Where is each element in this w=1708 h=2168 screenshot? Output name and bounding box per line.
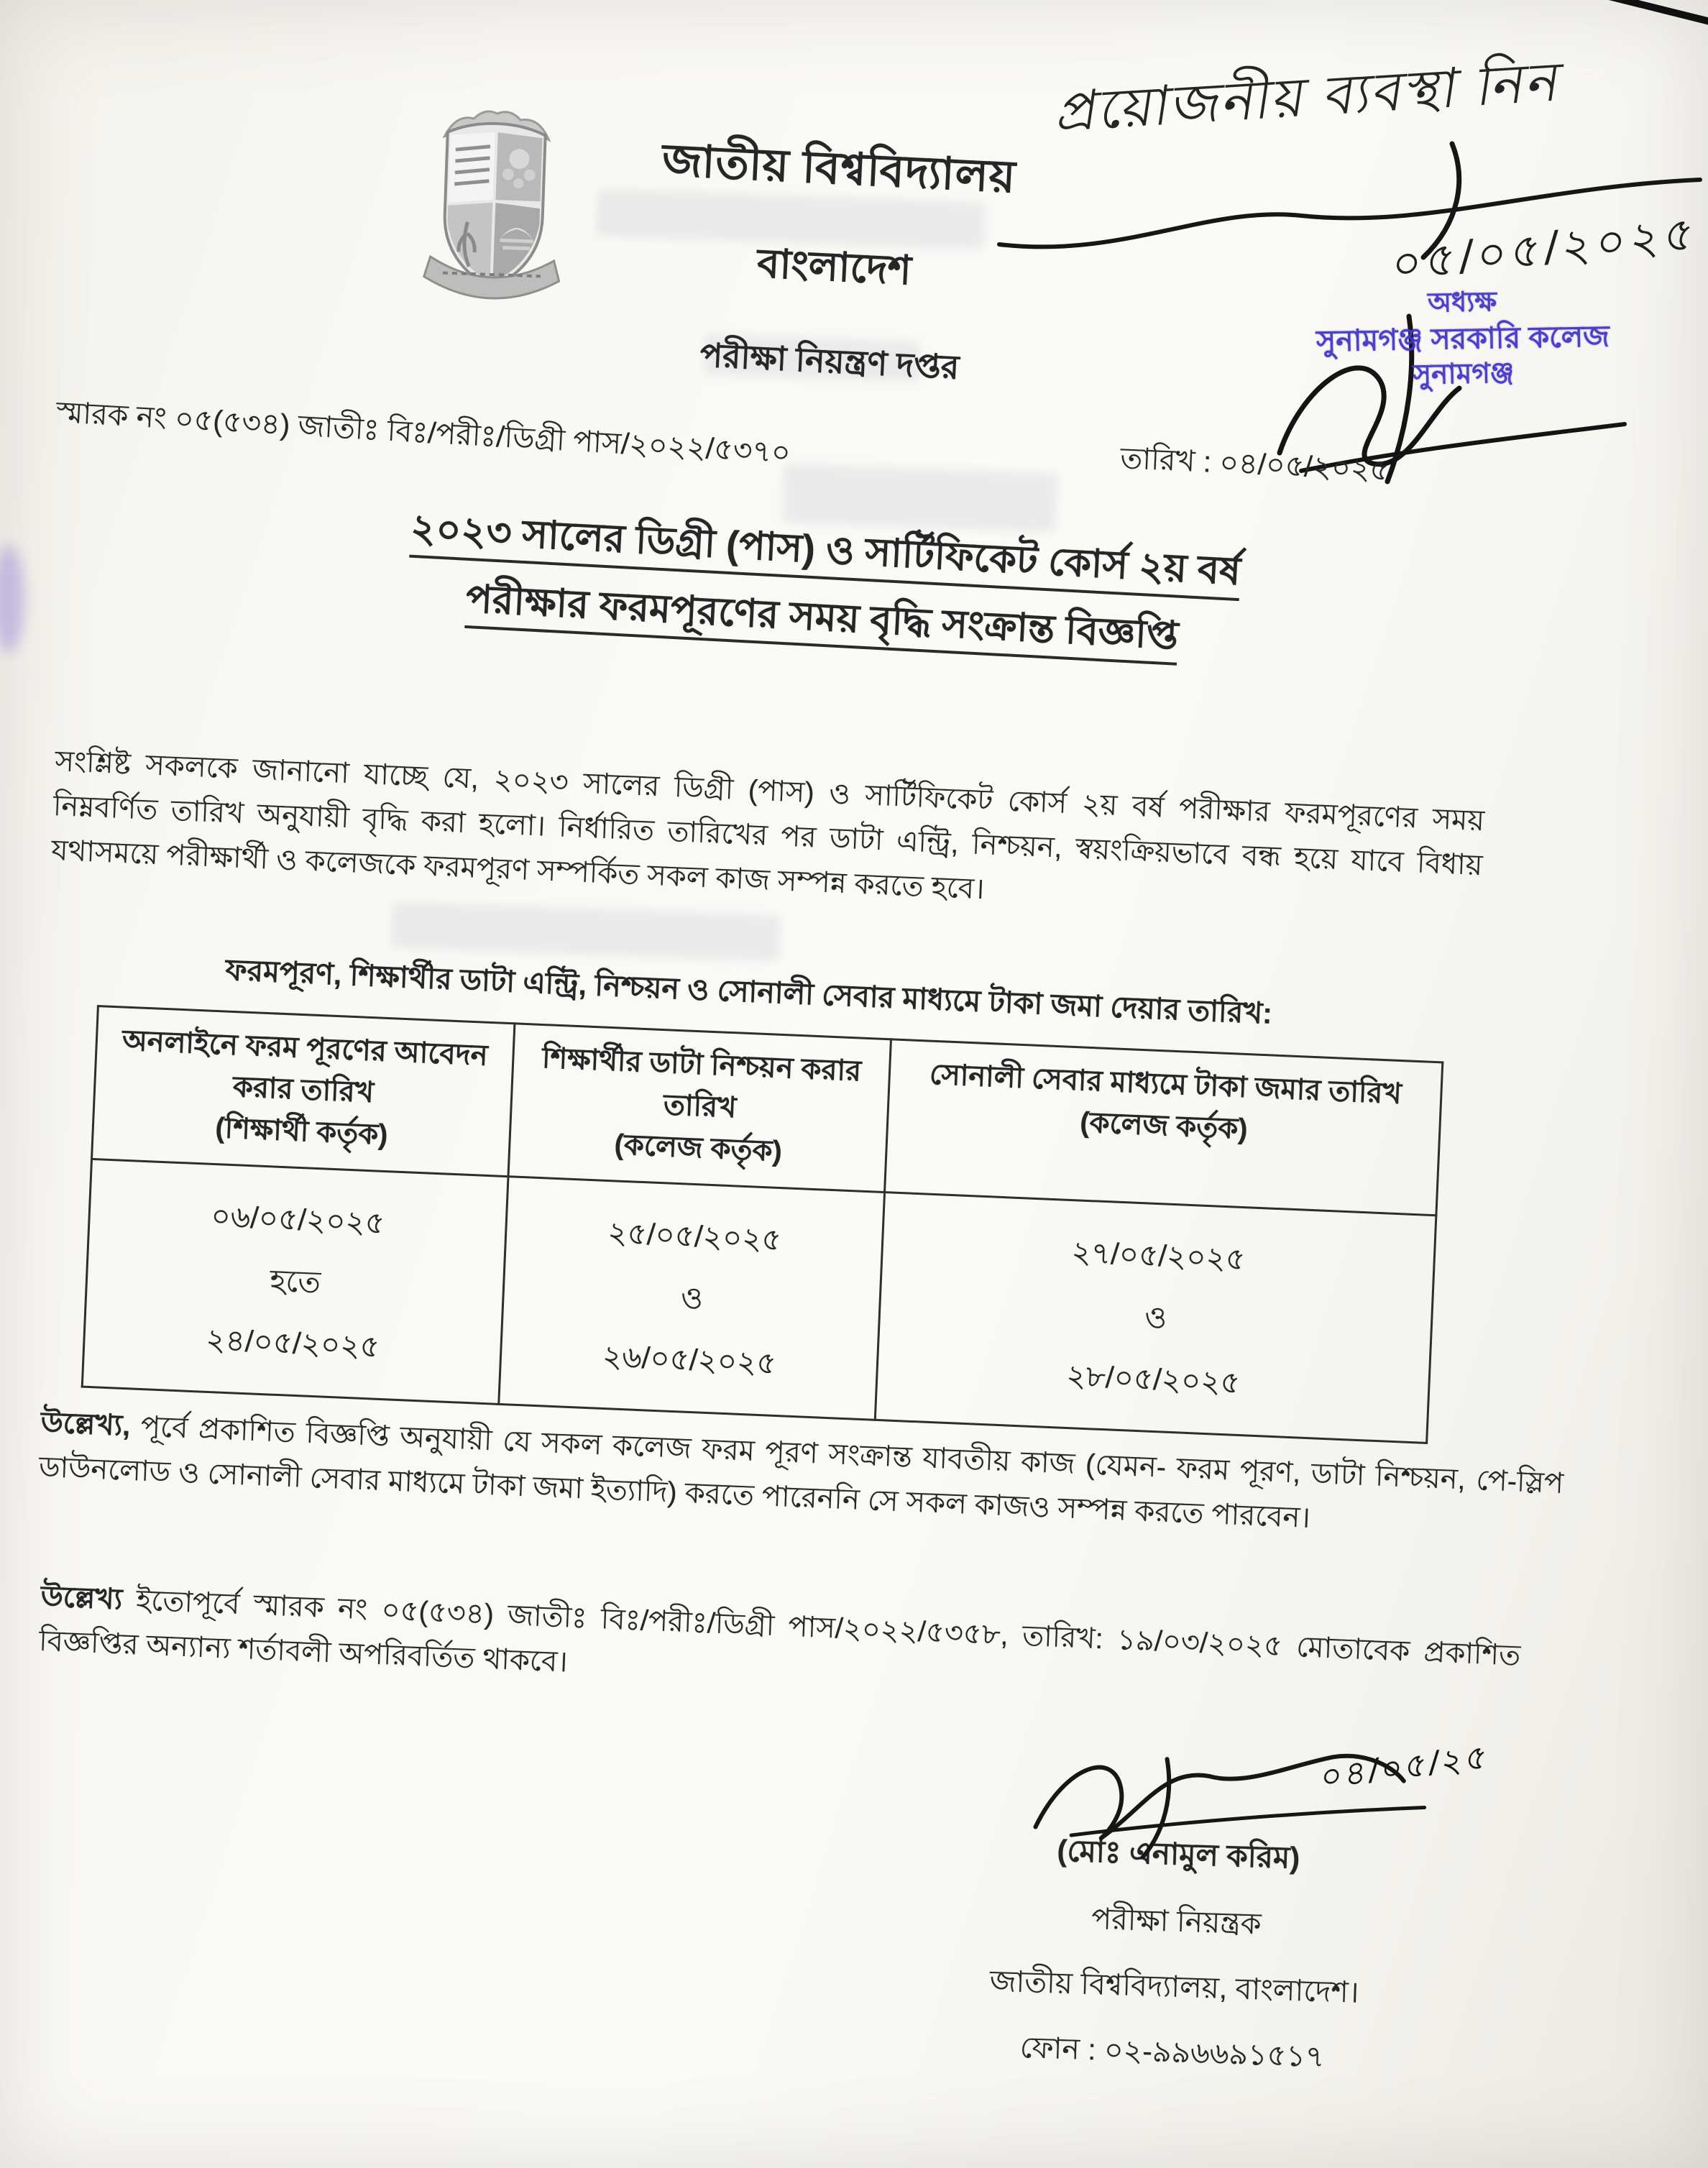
scan-edge-streak [1566,0,1708,34]
date-value: ২৬/০৫/২০২৫ [602,1339,777,1381]
date-connector: হতে [269,1263,321,1300]
handwritten-date: ০৫/০৫/২০২৫ [1391,206,1699,291]
notice-title-line1: ২০২৩ সালের ডিগ্রী (পাস) ও সার্টিফিকেট কোর্স ২য় বর্ষ [178,497,1473,613]
bleed-through-mark [783,464,1058,532]
note-lead: উল্লেখ্য [40,1580,124,1616]
bleed-through-mark [391,902,781,962]
header-by: (শিক্ষার্থী কর্তৃক) [214,1112,389,1152]
cell-sonali-payment-dates [876,1193,1436,1443]
date-value: ২৫/০৫/২০২৫ [607,1216,782,1257]
ink-smudge [0,545,24,653]
date-value: ২৪/০৫/২০২৫ [205,1322,380,1364]
note-paragraph-2 [38,1574,1521,1723]
header-sonali-payment-date [885,1039,1443,1216]
signature-block [876,1722,1491,2105]
header-by: (কলেজ কর্তৃক) [613,1129,783,1168]
controller-signature [883,1722,1491,1873]
header-data-confirm-date [508,1024,891,1193]
notice-title-line2: পরীক্ষার ফরমপূরণের সময় বৃদ্ধি সংক্রান্ত বিজ্ঞপ্তি [175,564,1469,681]
notice-title [173,497,1472,699]
note-rest: ইতোপূর্বে স্মারক নং ০৫(৫৩৪) জাতীঃ বিঃ/পরীঃ/ডিগ্রী পাস/২০২২/৫৩৫৮, তারিখ: ১৯/০৩/২০২৫ মোতাবেক প্রকাশিত বিজ্ঞপ্তির অন্যান্য শর্তাবলী অপরিবর্তিত থাকবে। [38,1584,1521,1678]
issue-date-value: ০৪/০৫/২০২৫ [1218,446,1390,487]
handwritten-note: প্রয়োজনীয় ব্যবস্থা নিন [1053,50,1568,144]
header-title: শিক্ষার্থীর ডাটা নিশ্চয়ন করার তারিখ [541,1042,863,1124]
memo-number: স্মারক নং ০৫(৫৩৪) জাতীঃ বিঃ/পরীঃ/ডিগ্রী পাস/২০২২/৫৩৭০ [55,395,791,470]
stamp-designation: অধ্যক্ষ [1427,287,1497,318]
note-lead: উল্লেখ্য, [40,1406,132,1442]
header-title: অনলাইনে ফরম পূরণের আবেদন করার তারিখ [121,1024,489,1109]
cell-online-form-dates [82,1159,508,1404]
signer-designation: পরীক্ষা নিয়ন্ত্রক [1091,1902,1262,1941]
university-name: জাতীয় বিশ্ববিদ্যালয় [661,135,1017,203]
header-online-form-date [92,1006,515,1177]
note-rest: পূর্বে প্রকাশিত বিজ্ঞপ্তি অনুযায়ী যে সকল কলেজ ফরম পূরণ সংক্রান্ত যাবতীয় কাজ (যেমন- ফরম পূরণ, ডাটা নিশ্চয়ন, পে-স্লিপ ডাউনলোড ও সোনালী সেবার মাধ্যমে টাকা জমা ইত্যাদি) করতে পারেননি সে সকল কাজও সম্পন্ন করতে পারবেন। [38,1410,1564,1534]
signer-phone: ফোন : ০২-৯৯৬৬৯১৫১৭ [1019,2031,1326,2074]
body-paragraph-1: সংশ্লিষ্ট সকলকে জানানো যাচ্ছে যে, ২০২৩ সালের ডিগ্রী (পাস) ও সার্টিফিকেট কোর্স ২য় বর্ষ পরীক্ষার ফরমপূরণের সময় নিম্নবর্ণিত তারিখ অনুযায়ী বৃদ্ধি করা হলো। নির্ধারিত তারিখের পর ডাটা এন্ট্রি, নিশ্চয়ন, স্বয়ংক্রিয়ভাবে বন্ধ হয়ে যাবে বিধায় যথাসময়ে পরীক্ষার্থী ও কলেজকে ফরমপূরণ সম্পর্কিত সকল কাজ সম্পন্ন করতে হবে। [50,745,1485,906]
date-value: ০৬/০৫/২০২৫ [210,1198,386,1241]
stamp-district: সুনামগঞ্জ [1413,357,1515,390]
issue-date-label: তারিখ : [1119,441,1213,479]
header-title: সোনালী সেবার মাধ্যমে টাকা জমার তারিখ [929,1058,1402,1111]
date-connector: ও [1144,1300,1168,1335]
stamp-college-name: সুনামগঞ্জ সরকারি কলেজ [1316,318,1610,358]
date-connector: ও [680,1280,704,1315]
principal-stamp [1250,283,1676,396]
signature-hand-date: ০৪/০৫/২৫ [1320,1737,1491,1796]
table-intro-line: ফরমপূরণ, শিক্ষার্থীর ডাটা এন্ট্রি, নিশ্চয়ন ও সোনালী সেবার মাধ্যমে টাকা জমা দেয়ার তারিখ: [224,952,1273,1030]
signer-name: (মোঃ এনামুল করিম) [1056,1833,1301,1875]
fee-schedule-table [81,1005,1444,1444]
cell-data-confirm-dates [499,1177,885,1420]
country-name: বাংলাদেশ [756,240,913,293]
office-name: পরীক্ষা নিয়ন্ত্রণ দপ্তর [699,336,960,386]
signer-organization: জাতীয় বিশ্ববিদ্যালয়, বাংলাদেশ। [989,1964,1360,2009]
date-value: ২৮/০৫/২০২৫ [1065,1359,1241,1400]
header-by: (কলেজ কর্তৃক) [1079,1106,1249,1146]
date-value: ২৭/০৫/২০২৫ [1070,1235,1246,1277]
